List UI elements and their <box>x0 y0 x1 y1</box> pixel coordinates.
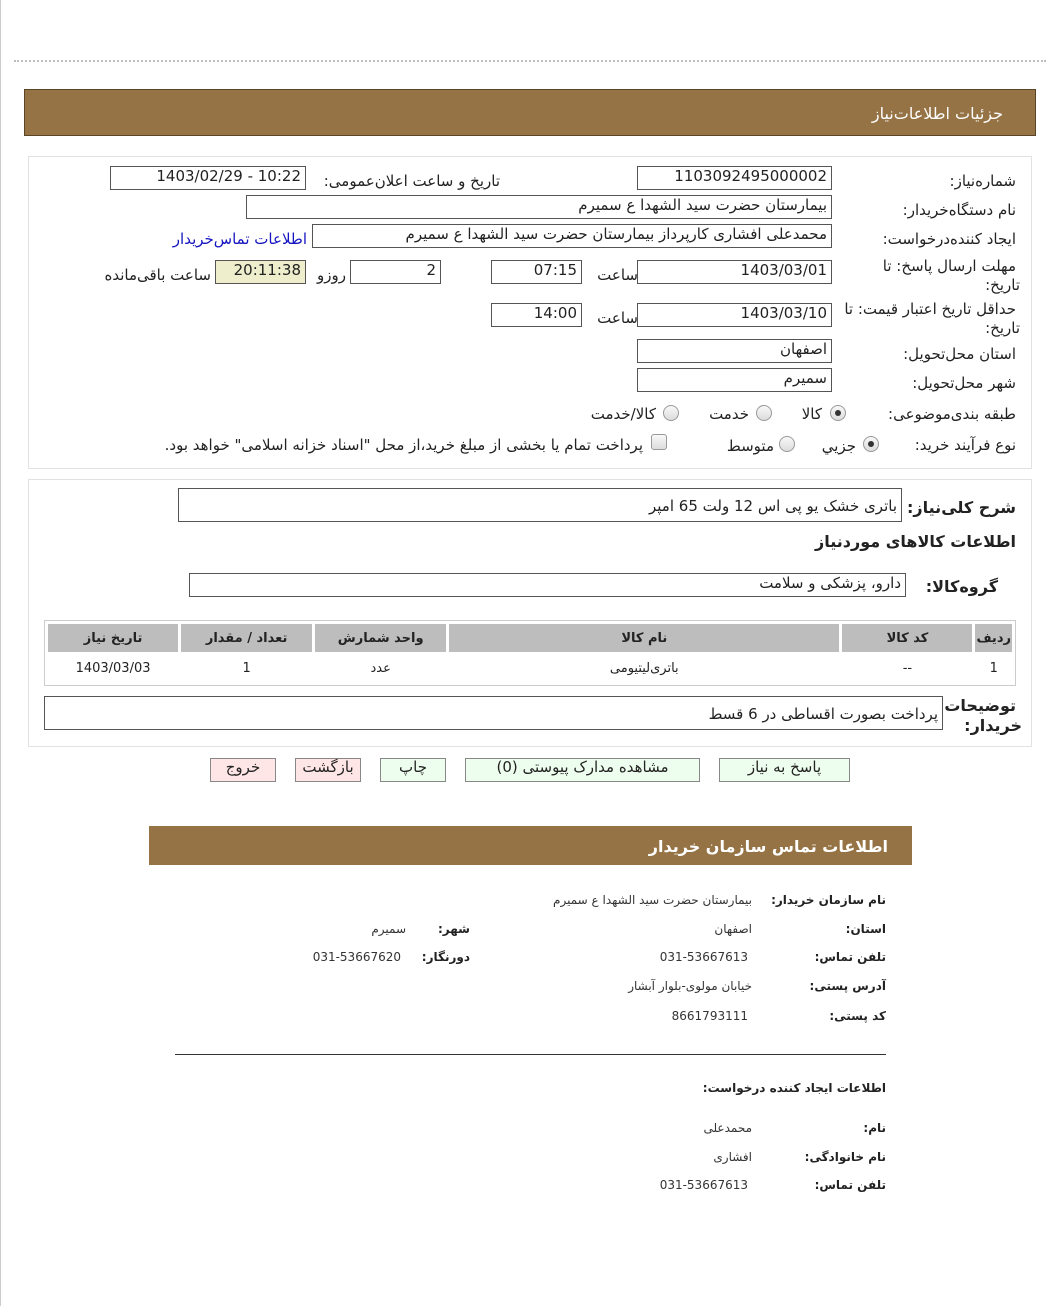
contact-address-label: آدرس پستی: <box>809 979 886 993</box>
item-group-field: دارو، پزشکی و سلامت <box>189 573 906 597</box>
category-option-goods-service: کالا/خدمت <box>590 405 656 423</box>
cell-item-code: -- <box>842 655 972 682</box>
delivery-city-field: سمیرم <box>637 368 832 392</box>
buyer-contact-link[interactable]: اطلاعات تماس‌خريدار <box>172 230 307 248</box>
need-summary-label: شرح کلی‌نياز: <box>907 498 1016 517</box>
reply-deadline-time-label: ساعت <box>597 266 638 284</box>
buyer-notes-field: پرداخت بصورت اقساطی در 6 قسط <box>44 696 943 730</box>
creator-field: محمدعلی افشاری کارپرداز بیمارستان حضرت سید الشهدا ع سمیرم <box>312 224 832 248</box>
contact-city-label: شهر: <box>438 922 470 936</box>
process-option-minor: جزيي <box>821 437 856 455</box>
price-validity-label-date: تاريخ: <box>985 319 1020 337</box>
contact-postal-label: کد پستی: <box>829 1009 886 1023</box>
category-option-goods: کالا <box>801 405 822 423</box>
contact-fax-label: دورنگار: <box>421 950 470 964</box>
process-option-medium: متوسط <box>726 437 774 455</box>
reply-deadline-label: مهلت ارسال پاسخ: تا <box>882 257 1016 275</box>
need-summary-field: باتری خشک یو پی اس 12 ولت 65 امپر <box>178 488 902 522</box>
contact-phone-value: 031-53667613 <box>659 950 748 964</box>
contact-org-label: نام سازمان خریدار: <box>771 893 886 907</box>
buyer-org-label: نام دستگاه‌خريدار: <box>902 201 1016 219</box>
price-validity-date-field: 1403/03/10 <box>637 303 832 327</box>
need-details-header <box>24 89 1036 136</box>
contact-province-value: اصفهان <box>714 922 752 936</box>
price-validity-time-field: 14:00 <box>491 303 582 327</box>
contact-org-value: بیمارستان حضرت سید الشهدا ع سمیرم <box>553 893 752 907</box>
category-radio-goods[interactable] <box>830 405 846 421</box>
print-button[interactable]: چاپ <box>380 758 446 782</box>
category-radio-goods-service[interactable] <box>663 405 679 421</box>
item-group-label: گروه‌کالا: <box>925 577 998 596</box>
col-need-date: تاريخ نياز <box>48 624 178 652</box>
items-table-wrapper <box>44 620 1016 686</box>
process-radio-minor[interactable] <box>863 436 879 452</box>
need-number-field: 1103092495000002 <box>637 166 832 190</box>
reply-days-field: 2 <box>350 260 441 284</box>
creator-label: ايجاد کننده‌درخواست: <box>882 230 1016 248</box>
cell-quantity: 1 <box>181 655 312 682</box>
items-table-header <box>48 624 1012 652</box>
reply-to-need-button[interactable]: پاسخ به نياز <box>719 758 850 782</box>
process-type-label: نوع فرآيند خريد: <box>914 436 1016 454</box>
creator-family-label: نام خانوادگی: <box>804 1150 886 1164</box>
creator-info-title: اطلاعات ایجاد کننده درخواست: <box>702 1081 886 1095</box>
reply-days-label: روزو <box>317 266 346 284</box>
col-item-name: نام کالا <box>449 624 839 652</box>
reply-deadline-time-field: 07:15 <box>491 260 582 284</box>
creator-phone-label: تلفن تماس: <box>814 1178 886 1192</box>
top-dotted-divider <box>14 60 1046 62</box>
contact-fax-value: 031-53667620 <box>312 950 401 964</box>
cell-item-name: باتری‌لیتیومی <box>449 655 839 682</box>
items-table <box>44 620 1016 686</box>
creator-family-value: افشاری <box>713 1150 752 1164</box>
back-button[interactable]: بازگشت <box>295 758 361 782</box>
contact-province-label: استان: <box>845 922 886 936</box>
announce-datetime-label: تاريخ و ساعت اعلان‌عمومی: <box>323 172 500 190</box>
need-number-label: شماره‌نیاز: <box>949 172 1016 190</box>
process-radio-medium[interactable] <box>779 436 795 452</box>
creator-name-value: محمدعلی <box>703 1121 752 1135</box>
required-items-title: اطلاعات کالاهای موردنياز <box>815 532 1016 551</box>
category-option-service: خدمت <box>709 405 749 423</box>
page-left-border <box>0 0 1 1306</box>
table-row <box>48 655 1012 682</box>
announce-datetime-field: 1403/02/29 - 10:22 <box>110 166 306 190</box>
cell-unit: عدد <box>315 655 446 682</box>
cell-row-number: 1 <box>975 655 1012 682</box>
remaining-time-field: 20:11:38 <box>215 260 306 284</box>
contact-postal-value: 8661793111 <box>671 1009 748 1023</box>
category-label: طبقه بندی‌موضوعی: <box>888 405 1016 423</box>
col-row-number: رديف <box>975 624 1012 652</box>
cell-need-date: 1403/03/03 <box>48 655 178 682</box>
delivery-city-label: شهر محل‌تحويل: <box>912 374 1016 392</box>
col-unit: واحد شمارش <box>315 624 446 652</box>
buyer-org-field: بیمارستان حضرت سید الشهدا ع سمیرم <box>246 195 832 219</box>
delivery-province-field: اصفهان <box>637 339 832 363</box>
buyer-notes-label-2: خريدار: <box>964 716 1022 735</box>
treasury-payment-checkbox[interactable] <box>651 434 667 450</box>
contact-city-value: سمیرم <box>371 922 406 936</box>
col-item-code: کد کالا <box>842 624 972 652</box>
contact-address-value: خیابان مولوی-بلوار آبشار <box>628 979 752 993</box>
price-validity-time-label: ساعت <box>597 309 638 327</box>
contact-divider <box>175 1054 886 1055</box>
exit-button[interactable]: خروج <box>210 758 276 782</box>
creator-phone-value: 031-53667613 <box>659 1178 748 1192</box>
delivery-province-label: استان محل‌تحويل: <box>903 345 1016 363</box>
remaining-time-label: ساعت باقی‌مانده <box>104 266 211 284</box>
buyer-contact-header <box>149 826 912 865</box>
reply-deadline-label-date: تاريخ: <box>985 276 1020 294</box>
header-title: جزئيات اطلاعات‌نیاز <box>871 104 1003 123</box>
contact-phone-label: تلفن تماس: <box>814 950 886 964</box>
buyer-contact-title: اطلاعات تماس سازمان خریدار <box>648 837 888 856</box>
buyer-notes-label: توضيحات <box>944 696 1016 715</box>
creator-name-label: نام: <box>863 1121 886 1135</box>
category-radio-service[interactable] <box>756 405 772 421</box>
treasury-payment-note: پرداخت تمام يا بخشی از مبلغ خريد،از محل "اسناد خزانه اسلامی" خواهد بود. <box>164 436 643 454</box>
price-validity-label: حداقل تاريخ اعتبار قيمت: تا <box>844 300 1016 318</box>
reply-deadline-date-field: 1403/03/01 <box>637 260 832 284</box>
view-attachments-button[interactable]: مشاهده مدارک پيوستی (0) <box>465 758 700 782</box>
col-quantity: تعداد / مقدار <box>181 624 312 652</box>
